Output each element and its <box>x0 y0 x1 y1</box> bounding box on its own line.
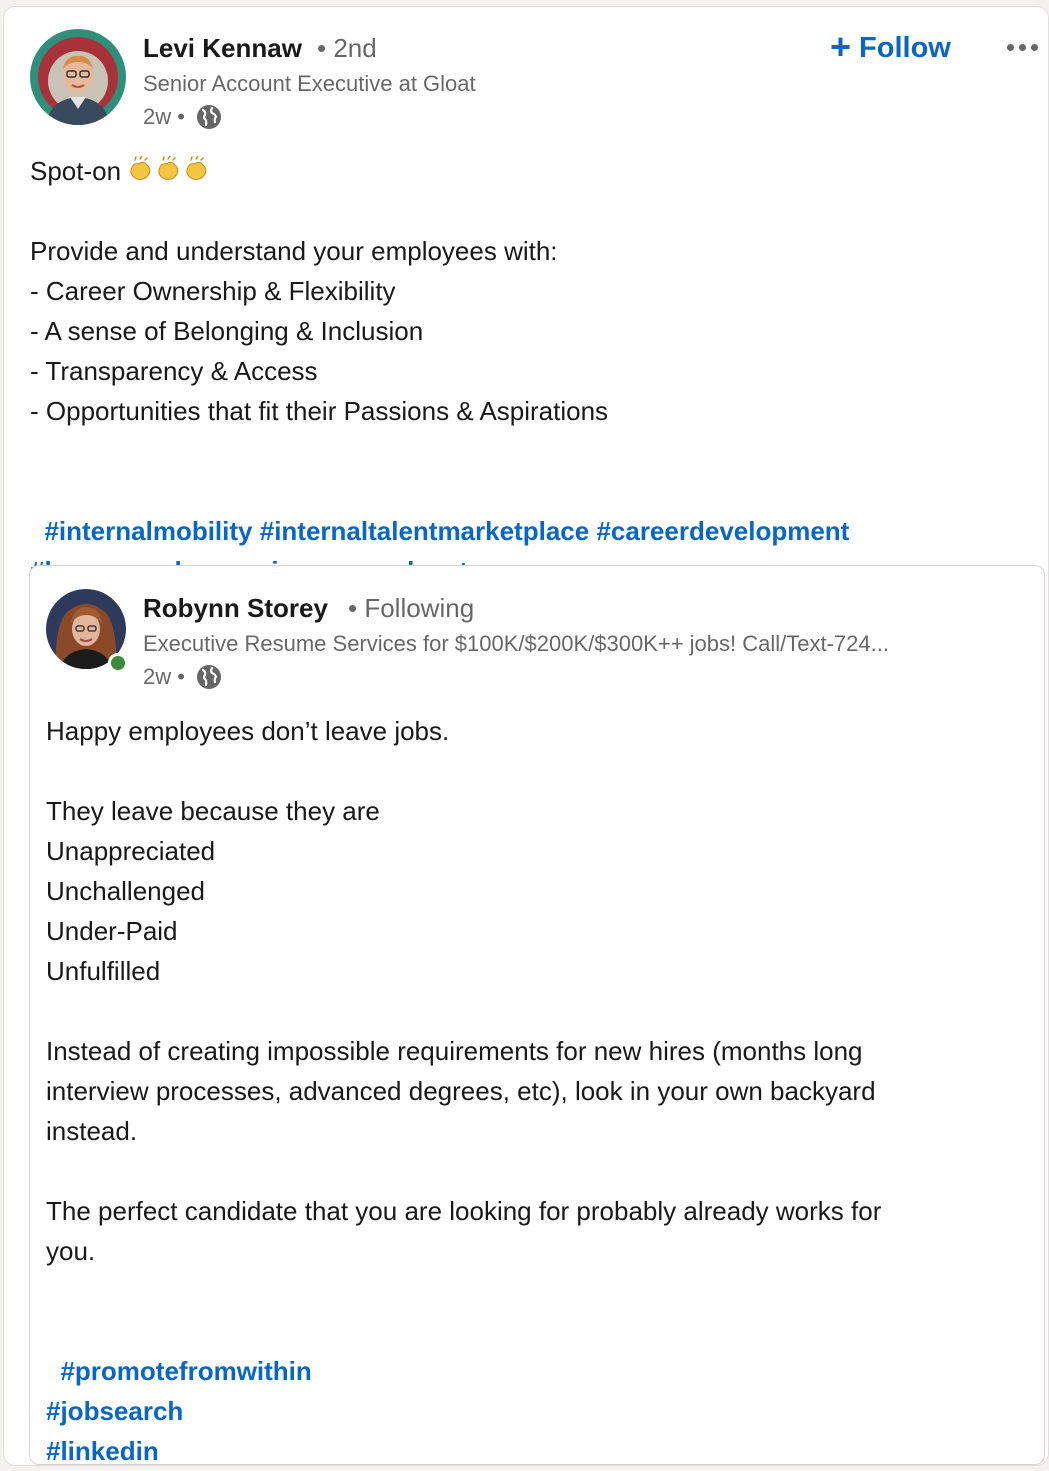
more-options-icon[interactable] <box>1000 30 1044 64</box>
post-time: 2w • <box>143 104 185 129</box>
author-avatar[interactable] <box>30 29 126 125</box>
globe-icon <box>195 663 223 691</box>
author-name[interactable]: Levi Kennaw <box>143 33 302 63</box>
post-intro-text: Spot-on <box>30 156 122 186</box>
post-body: Provide and understand your employees with: - Career Ownership & Flexibility - A sense of Belonging & Inclusion - Transparency & Access - Opportunities that fit their Passions & Aspirations <box>30 236 609 426</box>
follow-button[interactable] <box>830 26 951 70</box>
quoted-post-hashtags <box>46 1311 312 1471</box>
connection-degree: • 2nd <box>317 33 377 63</box>
hashtag-link[interactable]: #promotefromwithin <box>60 1356 312 1386</box>
clapping-hands-icon <box>127 153 213 193</box>
quoted-post-body: Happy employees don’t leave jobs. They leave because they are Unappreciated Unchallenged Under-Paid Unfulfilled Instead of creating impossible requirements for new hires (months long interview processes, advanced degrees, etc), look in your own backyard instead. The perfect candidate that you are looking for probably already works for you. <box>46 716 882 1266</box>
post-meta <box>143 103 223 131</box>
globe-icon <box>195 103 223 131</box>
hashtag-link[interactable]: #careerdevelopment <box>596 516 850 546</box>
hashtag-link[interactable]: #internaltalentmarketplace <box>259 516 590 546</box>
quoted-author-headline: Executive Resume Services for $100K/$200K/$300K++ jobs! Call/Text-724... <box>143 631 889 656</box>
online-status-indicator <box>108 653 128 673</box>
post-intro <box>30 151 213 193</box>
plus-icon: + <box>830 25 852 67</box>
hashtag-link[interactable]: #linkedin <box>46 1436 159 1466</box>
quoted-post-time: 2w • <box>143 664 185 689</box>
author-headline: Senior Account Executive at Gloat <box>143 71 476 96</box>
quoted-author-name[interactable]: Robynn Storey <box>143 593 328 623</box>
hashtag-link[interactable]: #jobsearch <box>46 1396 184 1426</box>
quoted-post-meta <box>143 663 223 691</box>
quoted-follow-status: • Following <box>348 593 475 623</box>
hashtag-link[interactable]: #internalmobility <box>44 516 253 546</box>
follow-label: Follow <box>859 31 951 64</box>
